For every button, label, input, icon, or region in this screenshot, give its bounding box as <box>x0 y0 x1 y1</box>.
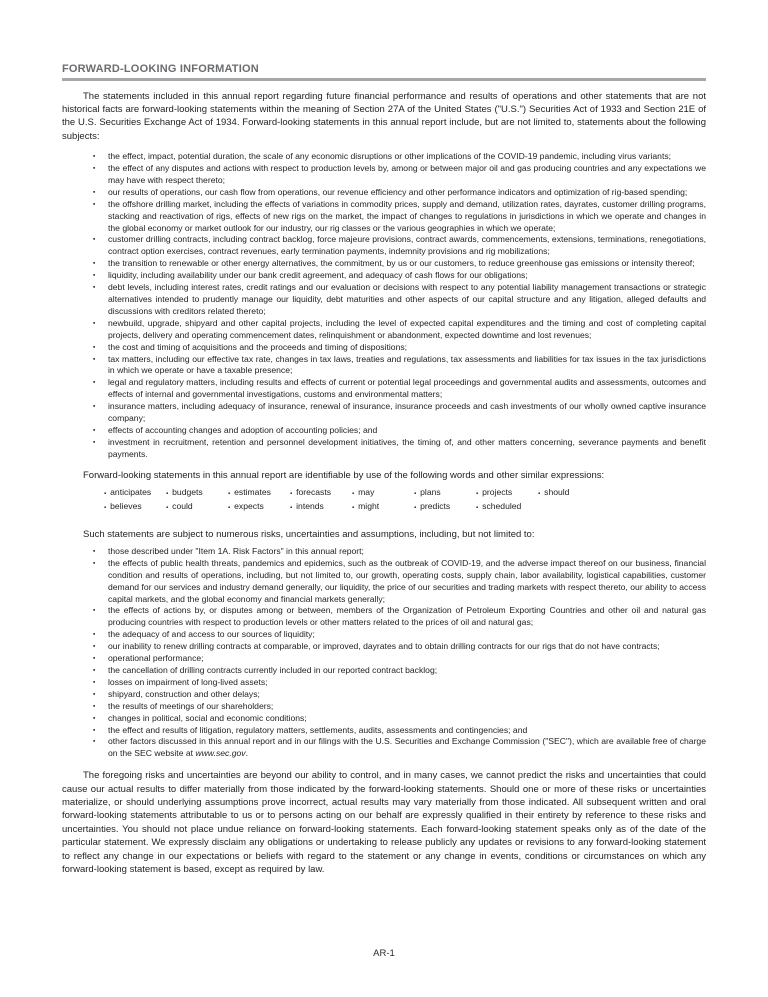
expression-word <box>166 486 231 500</box>
list-item <box>62 342 706 354</box>
bullet-square-icon: ▪ <box>93 547 96 555</box>
expression-word <box>166 500 231 514</box>
list-item-text: the results of meetings of our shareholders; <box>108 700 274 711</box>
bullet-square-icon: ▪ <box>93 272 96 280</box>
list-item <box>62 163 706 187</box>
bullet-square-icon: ▪ <box>414 505 417 512</box>
list-item <box>62 282 706 318</box>
word-text: forecasts <box>296 487 332 498</box>
bullet-square-icon: ▪ <box>93 643 96 651</box>
expression-word <box>104 500 169 514</box>
expression-word <box>228 486 293 500</box>
word-text: plans <box>420 487 441 498</box>
expression-word <box>352 486 417 500</box>
word-text: expects <box>234 501 264 512</box>
expression-word <box>104 486 169 500</box>
heading-divider <box>62 78 706 81</box>
bullet-square-icon: ▪ <box>414 491 417 498</box>
list-item-text: debt levels, including interest rates, credit ratings and our evaluation or decisions with respect to any potential liability management transactions or strategic alternatives intended to prudently manage our liquidity, debt maturities and other aspects of our capital structure and any litigation, alleged defaults and discussions with creditors related thereto; <box>108 282 706 316</box>
bullet-square-icon: ▪ <box>290 505 293 512</box>
bullet-square-icon: ▪ <box>93 319 96 327</box>
list-item-text: tax matters, including our effective tax rate, changes in tax laws, treaties and regulations, tax assessments and liabilities for tax issues in the tax jurisdictions in which we operate or have a taxable presence; <box>108 353 706 376</box>
bullet-square-icon: ▪ <box>93 690 96 698</box>
list-item <box>62 425 706 437</box>
bullet-square-icon: ▪ <box>93 655 96 663</box>
section-heading: FORWARD-LOOKING INFORMATION <box>62 63 259 75</box>
word-text: could <box>172 501 193 512</box>
bullet-square-icon: ▪ <box>290 491 293 498</box>
list-item-text: the transition to renewable or other energy alternatives, the commitment, by us or our customers, to reduce greenhouse gas emissions or intensity thereof; <box>108 258 695 269</box>
bullet-square-icon: ▪ <box>93 559 96 567</box>
list-item-text: the adequacy of and access to our sources of liquidity; <box>108 629 315 640</box>
list-item-text: effects of accounting changes and adoption of accounting policies; and <box>108 424 378 435</box>
intro-paragraph: The statements included in this annual report regarding future financial performance and results of operations and other statements that are not historical facts are forward-looking statements within the meaning of Section 27A of the United States ("U.S.") Securities Act of 1933 and Section 21E of the U.S. Securities Exchange Act of 1934. Forward-looking statements in this annual report include, but are not limited to, statements about the following subjects: <box>62 90 706 142</box>
list-item-text: the effects of public health threats, pandemics and epidemics, such as the outbreak of COVID-19, and the adverse impact thereof on our business, financial condition and results of operations, including, but not limited to, our growth, operating costs, supply chain, labor availability, logistical capabilities, customer demand for our services and industry demand generally, our liquidity, the price of our securities and trading markets with respect thereto, our ability to access capital markets, and the global economy and financial markets generally; <box>108 557 706 604</box>
word-text: intends <box>296 501 324 512</box>
list-item <box>62 558 706 606</box>
expression-word <box>414 486 479 500</box>
expression-word <box>228 500 293 514</box>
list-item-text: changes in political, social and economic conditions; <box>108 712 307 723</box>
bullet-square-icon: ▪ <box>228 505 231 512</box>
bullet-square-icon: ▪ <box>228 491 231 498</box>
bullet-square-icon: ▪ <box>93 236 96 244</box>
bullet-square-icon: ▪ <box>93 702 96 710</box>
expression-word <box>476 500 538 514</box>
list-item <box>62 546 706 558</box>
list-item <box>62 437 706 461</box>
bullet-square-icon: ▪ <box>93 738 96 746</box>
bullet-square-icon: ▪ <box>93 165 96 173</box>
bullet-square-icon: ▪ <box>93 260 96 268</box>
list-item-text: the effect and results of litigation, regulatory matters, settlements, audits, assessments and contingencies; and <box>108 724 528 735</box>
expression-words-row-2 <box>104 500 706 514</box>
list-item <box>62 605 706 629</box>
list-item <box>62 187 706 199</box>
list-item-text: the effects of actions by, or disputes among or between, members of the Organization of Petroleum Exporting Countries and other oil and natural gas producing countries with respect to production levels or other matters related to the prices of oil and natural gas; <box>108 605 706 628</box>
bullet-square-icon: ▪ <box>93 714 96 722</box>
list-item-text: our results of operations, our cash flow from operations, our revenue efficiency and other performance indicators and optimization of rig-based spending; <box>108 186 688 197</box>
bullet-square-icon: ▪ <box>166 491 169 498</box>
list-item-text: operational performance; <box>108 653 204 664</box>
list-item <box>62 641 706 653</box>
list-item-text: newbuild, upgrade, shipyard and other capital projects, including the level of expected capital expenditures and the timing and cost of completing capital projects, delivery and operating commencement dates, relinquishment or abandonment, expected downtime and lost revenues; <box>108 317 706 340</box>
word-text: estimates <box>234 487 271 498</box>
list-item-text: the cost and timing of acquisitions and the proceeds and timing of dispositions; <box>108 341 408 352</box>
bullet-square-icon: ▪ <box>93 426 96 434</box>
bullet-square-icon: ▪ <box>352 505 355 512</box>
bullet-square-icon: ▪ <box>93 284 96 292</box>
bullet-square-icon: ▪ <box>93 355 96 363</box>
list-item <box>62 401 706 425</box>
list-item-text: other factors discussed in this annual report and in our filings with the U.S. Securities and Exchange Commission ("SEC"), which are available free of charge on the SEC website at www.sec.gov. <box>108 736 706 759</box>
list-item-text: our inability to renew drilling contracts at comparable, or improved, dayrates and to obtain drilling contracts for our rigs that do not have contracts; <box>108 641 660 652</box>
bullet-square-icon: ▪ <box>93 666 96 674</box>
word-text: budgets <box>172 487 203 498</box>
list-item-text: legal and regulatory matters, including results and effects of current or potential legal proceedings and governmental audits and assessments, outcomes and effects of internal and governmental investigations, customs and environmental matters; <box>108 377 706 400</box>
list-item <box>62 629 706 641</box>
list-item <box>62 736 706 760</box>
list-item <box>62 199 706 235</box>
word-text: might <box>358 501 380 512</box>
list-item-text: the offshore drilling market, including the effects of variations in commodity prices, supply and demand, utilization rates, dayrates, customer drilling programs, stacking and reactivation of rigs, effects of new rigs on the market, the impact of changes to regulations in jurisdictions in which we operate and changes in the global economy or market outlook for our industry, our rig classes or the various geographies in which we operate; <box>108 198 706 233</box>
list-item <box>62 270 706 282</box>
bullet-square-icon: ▪ <box>93 200 96 208</box>
list-item <box>62 234 706 258</box>
list-item-text: investment in recruitment, retention and personnel development initiatives, the timing of, and other matters concerning, severance payments and benefit payments. <box>108 436 706 459</box>
word-text: scheduled <box>482 501 522 512</box>
list-item <box>62 665 706 677</box>
expression-word <box>414 500 479 514</box>
bullet-square-icon: ▪ <box>93 379 96 387</box>
bullet-square-icon: ▪ <box>476 491 479 498</box>
expression-word <box>476 486 541 500</box>
bullet-square-icon: ▪ <box>476 505 479 512</box>
word-text: predicts <box>420 501 451 512</box>
list-item <box>62 258 706 270</box>
list-item-text: those described under "Item 1A. Risk Factors" in this annual report; <box>108 545 364 556</box>
bullet-square-icon: ▪ <box>538 491 541 498</box>
bullet-square-icon: ▪ <box>93 438 96 446</box>
bullet-square-icon: ▪ <box>166 505 169 512</box>
list-item <box>62 318 706 342</box>
list-item <box>62 377 706 401</box>
list-item-text: insurance matters, including adequacy of insurance, renewal of insurance, insurance proceeds and cash investments of our wholly owned captive insurance company; <box>108 401 706 424</box>
bullet-square-icon: ▪ <box>104 505 107 512</box>
list-item <box>62 689 706 701</box>
list-item <box>62 151 706 163</box>
list-item-text: the effect, impact, potential duration, the scale of any economic disruptions or other implications of the COVID-19 pandemic, including virus variants; <box>108 151 672 162</box>
bullet-square-icon: ▪ <box>93 153 96 161</box>
expression-word <box>290 500 355 514</box>
closing-paragraph: The foregoing risks and uncertainties are beyond our ability to control, and in many cases, we cannot predict the risks and uncertainties that could cause our actual results to differ materially from those indicated by the forward-looking statements. Should one or more of these risks or uncertainties materialize, or should underlying assumptions prove incorrect, actual results may vary materially from those indicated. All subsequent written and oral forward-looking statements attributable to us or to persons acting on our behalf are expressly qualified in their entirety by reference to these risks and uncertainties. You should not place undue reliance on forward-looking statements. Each forward-looking statement speaks only as of the date of the particular statement. We expressly disclaim any obligations or undertaking to release publicly any updates or revisions to any forward-looking statement to reflect any change in our expectations or beliefs with regard to the statement or any change in events, conditions or circumstances on which any forward-looking statement is based, except as required by law. <box>62 770 706 876</box>
expression-word <box>538 486 600 500</box>
list-item-text: shipyard, construction and other delays; <box>108 688 260 699</box>
list-item-text: the effect of any disputes and actions with respect to production levels by, among or between major oil and gas producing countries and any expectations we may have with respect thereto; <box>108 163 706 185</box>
bullet-square-icon: ▪ <box>93 343 96 351</box>
list-item <box>62 725 706 737</box>
list-item-text: customer drilling contracts, including contract backlog, force majeure provisions, contract awards, commencements, extensions, terminations, renegotiations, contract option exercises, contract revenues, early termination payments, indemnity provisions and rig mobilizations; <box>108 234 706 257</box>
subjects-list <box>62 151 706 461</box>
risks-intro-paragraph: Such statements are subject to numerous risks, uncertainties and assumptions, including, but not limited to: <box>83 528 535 540</box>
expression-word <box>290 486 355 500</box>
list-item <box>62 354 706 378</box>
list-item <box>62 701 706 713</box>
list-item <box>62 653 706 665</box>
list-item-text: liquidity, including availability under our bank credit agreement, and adequacy of cash flows for our obligations; <box>108 270 528 281</box>
word-text: believes <box>110 501 142 512</box>
word-text: may <box>358 487 375 498</box>
word-text: projects <box>482 487 513 498</box>
page-content <box>62 58 706 876</box>
identifiable-paragraph: Forward-looking statements in this annual report are identifiable by use of the following words and other similar expressions: <box>83 469 605 481</box>
expression-words-table <box>104 486 706 514</box>
word-text: anticipates <box>110 487 152 498</box>
list-item-text: losses on impairment of long-lived assets; <box>108 676 268 687</box>
bullet-square-icon: ▪ <box>93 188 96 196</box>
word-text: should <box>544 487 570 498</box>
expression-word <box>352 500 417 514</box>
risks-list <box>62 546 706 760</box>
bullet-square-icon: ▪ <box>93 631 96 639</box>
bullet-square-icon: ▪ <box>93 607 96 615</box>
bullet-square-icon: ▪ <box>352 491 355 498</box>
page-number: AR-1 <box>373 948 395 959</box>
list-item-text: the cancellation of drilling contracts currently included in our reported contract backlog; <box>108 664 438 675</box>
bullet-square-icon: ▪ <box>93 726 96 734</box>
expression-words-row-1 <box>104 486 706 500</box>
bullet-square-icon: ▪ <box>93 403 96 411</box>
list-item <box>62 677 706 689</box>
bullet-square-icon: ▪ <box>93 678 96 686</box>
list-item <box>62 713 706 725</box>
bullet-square-icon: ▪ <box>104 491 107 498</box>
